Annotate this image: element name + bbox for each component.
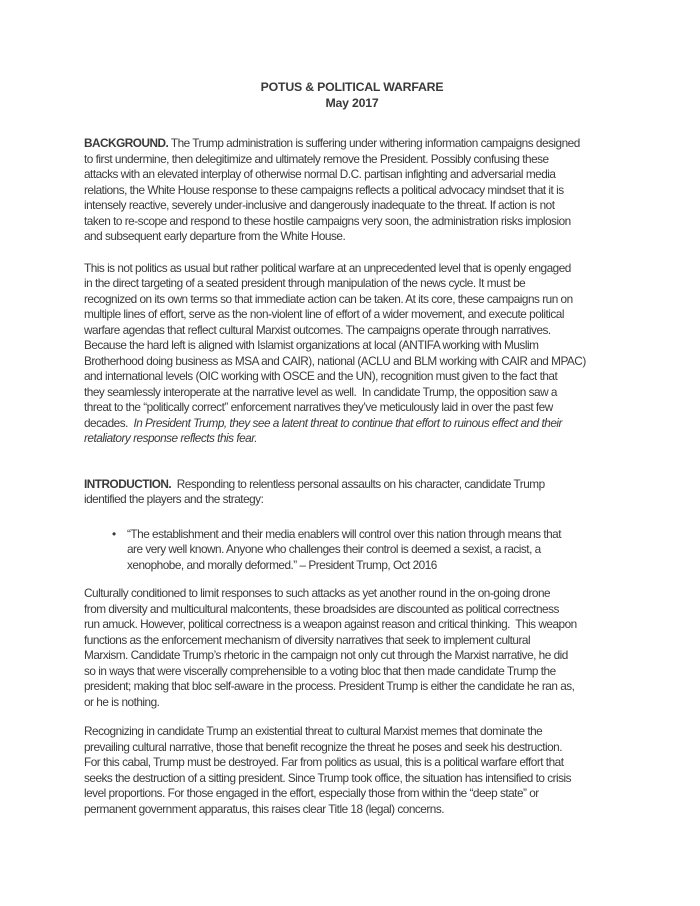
paragraph-line <box>84 477 620 493</box>
paragraph-line: recognized on its own terms so that immediate action can be taken. At its core, these campaigns run on <box>84 291 573 306</box>
paragraph-line: and international levels (OIC working with OSCE and the UN), recognition must given to the fact that <box>84 369 558 383</box>
paragraph-line: warfare agendas that reflect cultural Marxist outcomes. The campaigns operate through narratives. <box>84 322 551 337</box>
quote-line: are very well known. Anyone who challenges their control is deemed a sexist, a racist, a <box>127 542 541 556</box>
bullet-icon: • <box>112 526 117 541</box>
memo-title: POTUS & POLITICAL WARFARE <box>260 80 444 94</box>
italic-segment: In President Trump, they see a latent threat to continue that effort to ruinous effect and their <box>133 415 562 430</box>
quote-line: xenophobe, and morally deformed.” – President Trump, Oct 2016 <box>127 557 437 572</box>
paragraph-line: intensely reactive, severely under-inclusive and dangerously inadequate to the threat. If action is not <box>84 198 555 212</box>
paragraph-line: they seamlessly interoperate at the narrative level as well. In candidate Trump, the opposition saw a <box>84 384 557 399</box>
paragraph-line: from diversity and multicultural malcontents, these broadsides are discounted as political correctness <box>84 601 559 616</box>
paragraph-line: functions as the enforcement mechanism of diversity narratives that seek to implement cultural <box>84 632 531 647</box>
paragraph-line: seeks the destruction of a sitting president. Since Trump took office, the situation has intensified to crisis <box>84 770 572 785</box>
section-political-correctness <box>84 586 620 710</box>
quote-line: “The establishment and their media enablers will control over this nation through means that <box>127 526 561 541</box>
quote-bullet-item <box>84 527 620 574</box>
paragraph-line: Marxism. Candidate Trump’s rhetoric in the campaign not only cut through the Marxist narrative, he did <box>84 648 568 662</box>
paragraph-line: and subsequent early departure from the White House. <box>84 229 346 243</box>
paragraph-line: This is not politics as usual but rather political warfare at an unprecedented level that is openly engaged <box>84 260 571 275</box>
memo-date: May 2017 <box>325 95 379 110</box>
paragraph-line: multiple lines of effort, serve as the non-violent line of effort of a wider movement, and execute political <box>84 307 564 321</box>
paragraph-line: so in ways that were viscerally comprehensible to a voting bloc that then made candidate Trump the <box>84 663 556 678</box>
section-political-warfare <box>84 261 620 447</box>
paragraph-line: president; making that bloc self-aware in the process. President Trump is either the candidate he ran as, <box>84 679 575 693</box>
paragraph-line: prevailing cultural narrative, those that benefit recognize the threat he poses and seek his destruction. <box>84 739 563 754</box>
section-existential-threat <box>84 724 620 817</box>
paragraph-text: Responding to relentless personal assaults on his character, candidate Trump <box>171 476 545 491</box>
paragraph-line: Brotherhood doing business as MSA and CAIR), national (ACLU and BLM working with CAIR and MPAC) <box>84 353 586 368</box>
paragraph-line: run amuck. However, political correctness is a weapon against reason and critical thinking. This weapon <box>84 617 577 631</box>
paragraph-line: level proportions. For those engaged in the effort, especially those from within the “deep state” or <box>84 786 539 800</box>
section-label-introduction: INTRODUCTION. <box>84 476 172 491</box>
italic-segment: retaliatory response reflects this fear. <box>84 431 257 445</box>
paragraph-line: Culturally conditioned to limit responses to such attacks as yet another round in the on-going drone <box>84 586 551 600</box>
memo-content <box>84 0 620 817</box>
paragraph-text: The Trump administration is suffering under withering information campaigns designed <box>168 136 580 150</box>
section-background <box>84 136 620 245</box>
paragraph-line: taken to re-scope and respond to these hostile campaigns very soon, the administration risks implosion <box>84 213 571 228</box>
paragraph-line: identified the players and the strategy: <box>84 492 264 506</box>
paragraph-line: permanent government apparatus, this raises clear Title 18 (legal) concerns. <box>84 801 445 816</box>
paragraph-text: decades. <box>84 415 134 430</box>
section-introduction <box>84 477 620 508</box>
memo-header <box>84 0 620 111</box>
paragraph-line: or he is nothing. <box>84 694 160 709</box>
paragraph-line: in the direct targeting of a seated president through manipulation of the news cycle. It must be <box>84 276 526 290</box>
paragraph-line: relations, the White House response to these campaigns reflects a political advocacy mindset that it is <box>84 182 564 197</box>
paragraph-line: attacks with an elevated interplay of otherwise normal D.C. partisan infighting and adversarial media <box>84 167 556 181</box>
paragraph-line: to first undermine, then delegitimize and ultimately remove the President. Possibly confusing these <box>84 151 549 166</box>
paragraph-line: threat to the “politically correct” enforcement narratives they’ve meticulously laid in over the past few <box>84 400 553 414</box>
paragraph-line <box>84 416 620 432</box>
section-label-background: BACKGROUND. <box>84 136 169 150</box>
paragraph-line: Recognizing in candidate Trump an existential threat to cultural Marxist memes that dominate the <box>84 724 543 738</box>
paragraph-line <box>84 136 620 152</box>
paragraph-line: For this cabal, Trump must be destroyed. Far from politics as usual, this is a political warfare effort that <box>84 755 564 769</box>
paragraph-line: Because the hard left is aligned with Islamist organizations at local (ANTIFA working with Muslim <box>84 338 539 352</box>
